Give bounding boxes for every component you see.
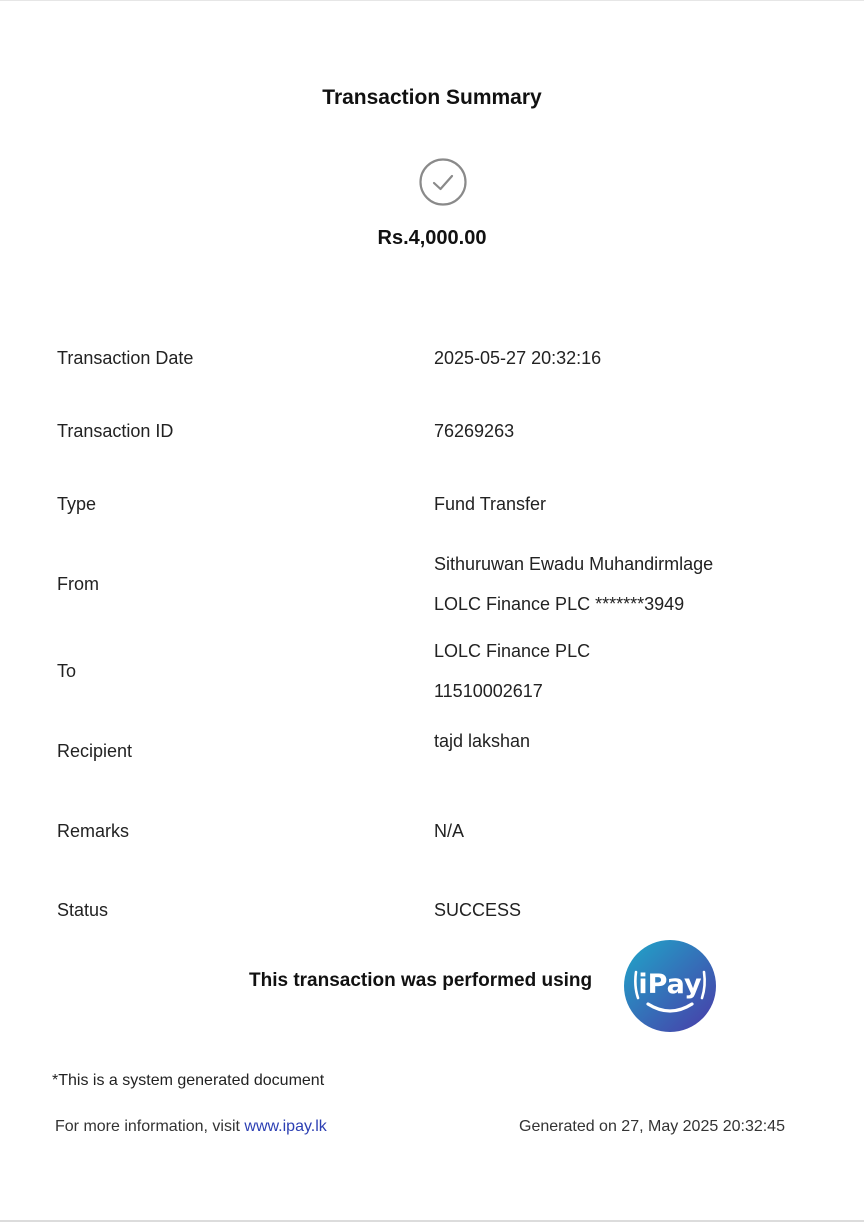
more-info-prefix: For more information, visit: [55, 1118, 245, 1135]
from-label: From: [57, 574, 99, 594]
ipay-logo-text: iPay: [638, 969, 702, 1000]
type-label: Type: [57, 494, 97, 514]
page-title: Transaction Summary: [322, 86, 542, 109]
type-value: Fund Transfer: [434, 494, 547, 514]
more-info-text: [55, 1118, 327, 1136]
recipient-label: Recipient: [57, 741, 133, 761]
transaction-date-value: 2025-05-27 20:32:16: [434, 348, 602, 368]
transaction-amount: Rs.4,000.00: [377, 227, 487, 249]
performed-using-text: This transaction was performed using: [249, 970, 593, 991]
system-generated-note: *This is a system generated document: [52, 1072, 325, 1089]
to-account: 11510002617: [434, 681, 543, 701]
to-institution: LOLC Finance PLC: [434, 641, 591, 661]
to-label: To: [57, 661, 77, 681]
transaction-id-label: Transaction ID: [57, 421, 174, 441]
transaction-id-value: 76269263: [434, 421, 515, 441]
remarks-value: N/A: [434, 821, 465, 841]
check-circle-icon: [418, 157, 468, 207]
transaction-date-label: Transaction Date: [57, 348, 194, 368]
status-value: SUCCESS: [434, 900, 522, 920]
from-account: LOLC Finance PLC *******3949: [434, 594, 685, 614]
from-name: Sithuruwan Ewadu Muhandirmlage: [434, 554, 714, 574]
ipay-logo: [622, 938, 718, 1034]
remarks-label: Remarks: [57, 821, 130, 841]
recipient-value: tajd lakshan: [434, 731, 531, 751]
generated-timestamp: Generated on 27, May 2025 20:32:45: [519, 1118, 785, 1135]
status-label: Status: [57, 900, 109, 920]
ipay-website-link[interactable]: www.ipay.lk: [244, 1118, 327, 1135]
